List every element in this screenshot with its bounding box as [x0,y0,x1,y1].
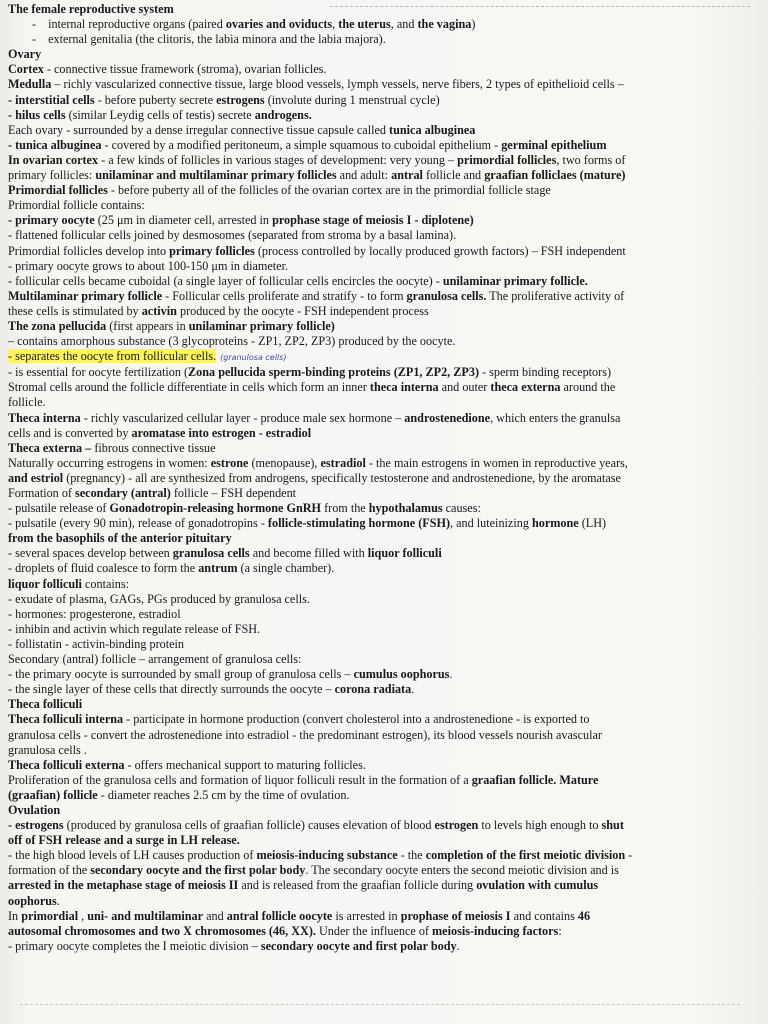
text-line [8,712,762,727]
bold-term: The female reproductive system [8,2,174,16]
highlighted-text [8,349,216,363]
text-run: – richly vascularized connective tissue, large blood vessels, lymph vessels, nerve fibers, 2 types of epithelioid cells – [51,77,624,92]
text-line [8,426,762,441]
text-run: – contains amorphous substance (3 glycoproteins - ZP1, ZP2, ZP3) produced by the oocyte. [8,334,456,349]
text-run: - several spaces develop between [8,546,173,561]
text-run: from the [321,501,369,516]
bold-term: follicle-stimulating hormone (FSH) [267,516,451,531]
text-run: and contains [510,908,578,923]
bold-term: granulosa cells [172,546,250,561]
bold-term: uni- and multilaminar [87,908,204,923]
bold-term: from the basophils of the anterior pituitary [8,531,232,546]
text-run: - droplets of fluid coalesce to form the [8,561,199,576]
text-run: Each ovary - surrounded by a dense irregular connective tissue capsule called [8,122,390,137]
text-run: ) [471,17,476,32]
text-line [8,546,762,561]
bold-term: germinal epithelium [501,137,607,152]
text-run: , [78,908,88,923]
text-run: Secondary (antral) follicle – arrangement of granulosa cells: [8,652,302,667]
text-run: - primary oocyte completes the I meiotic division – [8,938,261,953]
text-run: , which enters the granulsa [490,410,621,425]
text-run: . [56,893,60,908]
text-run: granulosa cells - convert the adrostenedione into estradiol - the predominant estrogen), its blood vessels nourish avascular [8,727,602,742]
text-run: follicle and [422,168,485,183]
text-line [8,924,762,939]
text-run: - connective tissue framework (stroma), ovarian follicles. [43,62,327,77]
text-run: these cells is stimulated by [8,303,142,318]
bold-term: unilaminar primary follicle. [442,273,588,288]
bold-term: theca interna [369,380,439,395]
text-run: . [456,938,460,953]
text-run: Under the influence of [315,923,433,938]
text-run: - before puberty all of the follicles of the ovarian cortex are in the primordial follicle stage [107,183,551,198]
text-run: and become filled with [249,546,368,561]
bold-term: off of FSH release and a surge in LH release. [8,833,240,848]
text-line [8,183,762,198]
text-line [8,17,762,32]
bold-term: Cortex [8,62,44,77]
bold-term: Zona pellucida sperm-binding proteins (ZP1, ZP2, ZP3) [188,365,480,380]
text-line [8,289,762,304]
bold-term: arrested in the metaphase stage of meiosis II [8,878,239,893]
text-run: (menopause), [248,455,321,470]
text-run: - [625,848,633,863]
text-line [8,259,762,274]
text-run: Primordial follicles develop into [8,243,170,258]
bold-term: primary follicles [169,243,255,258]
text-run: - before puberty secrete [94,92,217,107]
text-line [8,319,762,334]
text-run: - a few kinds of follicles in various stages of development: very young – [98,152,458,167]
text-run: , and [390,17,418,32]
text-line [8,939,762,954]
text-line [8,441,762,456]
bold-term: (graafian) follicle [8,787,98,802]
bold-term: estradiol [320,455,366,470]
bold-term: completion of the first meiotic division [425,848,626,863]
text-line [8,411,762,426]
text-line [8,456,762,471]
bold-term: antrum [198,561,238,576]
bold-term: 46 [577,908,591,923]
text-run: : [558,923,562,938]
text-line [8,561,762,576]
text-run: granulosa cells . [8,742,87,757]
bold-term: theca externa [490,380,561,395]
bullet-dash: - [32,32,37,47]
bold-term: antral follicle oocyte [226,908,333,923]
bold-term: liquor folliculi [8,576,82,591]
text-line [8,682,762,697]
text-line [8,622,762,637]
text-line [8,878,762,893]
text-line [8,803,762,818]
text-run: primary follicles: [8,168,96,183]
text-run: - sperm binding receptors) [479,365,612,380]
text-line [8,123,762,138]
text-run: Primordial follicle contains: [8,198,145,213]
text-run: Stromal cells around the follicle differentiate in cells which form an inner [8,380,370,395]
text-run: - pulsatile release of [8,501,110,516]
text-line [8,2,762,17]
text-run: is arrested in [332,908,401,923]
text-line [8,531,762,546]
text-line [8,77,762,92]
bold-term: androgens. [254,107,312,122]
bold-term: hormone [531,516,579,531]
bold-term: hypothalamus [368,501,443,516]
bold-term: Multilaminar primary follicle [8,288,163,303]
text-run: - diameter reaches 2.5 cm by the time of ovulation. [97,787,350,802]
text-run: (25 μm in diameter cell, arrested in [94,213,273,228]
text-line [8,486,762,501]
text-line [8,516,762,531]
text-line [8,93,762,108]
text-line [8,349,762,365]
bullet-dash: - [32,17,37,32]
bold-term: prophase of meiosis I [400,908,511,923]
text-run: - the single layer of these cells that directly surrounds the oocyte – [8,682,335,697]
bold-term: - hilus cells [8,107,66,122]
text-run: (pregnancy) - all are synthesized from androgens, specifically testosterone and androstenedione, by the aromatase [63,470,621,485]
text-line [8,32,762,47]
text-run: - covered by a modified peritoneum, a simple squamous to cuboidal epithelium - [101,137,502,152]
text-line [8,168,762,183]
text-line [8,833,762,848]
bold-term: Gonadotropin-releasing hormone GnRH [109,501,322,516]
text-line [8,365,762,380]
text-run: - the [397,848,426,863]
text-line [8,138,762,153]
bold-term: secondary oocyte and first polar body [260,938,457,953]
bold-term: primordial [21,908,79,923]
text-run: produced by the oocyte - FSH independent process [176,303,429,318]
bold-term: secondary (antral) [75,486,171,500]
bold-term: estrogens [216,92,265,107]
text-run: - flattened follicular cells joined by desmosomes (separated from stroma by a basal lamina). [8,228,457,243]
text-line [8,471,762,486]
text-run: In [8,908,22,923]
text-line [8,274,762,289]
handwritten-note: (granulosa cells) [220,353,287,363]
bold-term: secondary oocyte and the first polar body [90,863,306,878]
bold-term: cumulus oophorus [353,667,450,682]
bold-term: Theca externa – [8,440,92,455]
text-run: Naturally occurring estrogens in women: [8,455,211,470]
bold-term: liquor folliculi [367,546,442,561]
text-run: , and luteinizing [450,516,532,531]
text-run: (LH) [578,516,607,531]
bold-term: ovaries and oviducts [225,17,333,32]
text-run: - richly vascularized cellular layer - produce male sex hormone – [80,410,405,425]
text-run: - participate in hormone production (convert cholesterol into a androstenedione - is exported to [123,712,590,727]
text-run: (produced by granulosa cells of graafian follicle) causes elevation of blood [63,818,435,833]
bold-term: estrone [210,455,249,470]
text-run: and is released from the graafian follicle during [238,878,477,893]
text-run: - primary oocyte grows to about 100-150 μm in diameter. [8,258,289,273]
scan-artifact-top [330,6,750,8]
text-run: around the [560,380,616,395]
text-line [8,228,762,243]
text-line [8,577,762,592]
text-line [8,848,762,863]
text-line [8,395,762,410]
bold-term: the uterus [338,17,391,32]
text-run: fibrous connective tissue [91,440,216,455]
text-run: Proliferation of the granulosa cells and formation of liquor folliculi result in the formation of a [8,772,472,787]
text-run: (first appears in [106,318,189,333]
text-line [8,728,762,743]
bold-term: - primary oocyte [8,213,95,228]
text-run: external genitalia (the clitoris, the labia minora and the labia majora). [48,32,386,47]
text-run: internal reproductive organs (paired [48,17,226,32]
text-run: - offers mechanical support to maturing follicles. [124,757,366,772]
text-line [8,108,762,123]
text-run: . [411,682,415,697]
bold-term: the vagina [417,17,472,32]
bold-term: graafian folliclaes (mature) [484,168,626,183]
text-line [8,863,762,878]
text-line [8,501,762,516]
text-line [8,743,762,758]
bold-term: unilaminar and multilaminar primary follicles [95,168,337,183]
text-run: - exudate of plasma, GAGs, PGs produced by granulosa cells. [8,591,310,606]
text-line [8,304,762,319]
text-line [8,213,762,228]
scan-artifact-bottom [20,1004,740,1006]
bold-term: activin [141,303,177,318]
text-line [8,607,762,622]
text-run: - follicular cells became cuboidal (a single layer of follicular cells encircles the oocyte) - [8,273,443,288]
text-line [8,894,762,909]
bold-term: Medulla [8,77,52,92]
text-line [8,773,762,788]
bold-term: graafian follicle. Mature [471,772,599,787]
bold-term: The zona pellucida [8,318,107,333]
text-run: formation of the [8,863,91,878]
text-run: - the primary oocyte is surrounded by small group of granulosa cells – [8,667,354,682]
bold-term: shut [601,818,624,833]
text-run: - Follicular cells proliferate and stratify - to form [162,288,407,303]
bold-term: Theca folliculi externa [8,757,125,772]
bold-term: meiosis-inducing factors [432,923,559,938]
bold-term: tunica albuginea [389,122,476,137]
text-run: (similar Leydig cells of testis) secrete [65,107,255,122]
bold-term: - tunica albuginea [8,137,102,152]
bold-term: androstenedione [404,410,491,425]
text-line [8,244,762,259]
text-line [8,818,762,833]
text-line [8,667,762,682]
bold-term: prophase stage of meiosis I - diplotene) [272,213,474,228]
text-run: (a single chamber). [237,561,335,576]
bold-term: antral [391,168,423,183]
text-run: - inhibin and activin which regulate release of FSH. [8,621,261,636]
text-run: cells and is converted by [8,425,132,440]
text-line [8,652,762,667]
document-body [8,2,762,954]
bold-term: - estrogens [8,818,64,833]
text-run: - the main estrogens in women in reproductive years, [365,455,628,470]
bold-term: Theca folliculi [8,697,83,712]
bold-term: primordial follicles [457,152,557,167]
text-run: and outer [438,380,491,395]
bold-term: and estriol [8,470,64,485]
text-run: to levels high enough to [478,818,602,833]
text-run: - follistatin - activin-binding protein [8,636,185,651]
text-run: Formation of [8,486,76,500]
text-line [8,637,762,652]
text-line [8,334,762,349]
text-line [8,47,762,62]
text-run: follicle – FSH dependent [170,486,297,500]
text-line [8,758,762,773]
text-run: , two forms of [556,152,626,167]
bold-term: Ovulation [8,802,61,817]
text-run: and [203,908,227,923]
bold-term: oophorus [8,893,57,908]
text-run: The proliferative activity of [486,288,625,303]
text-run: follicle. [8,395,46,410]
text-run: - is essential for oocyte fertilization ( [8,365,189,380]
bold-term: meiosis-inducing substance [256,848,398,863]
text-line [8,62,762,77]
text-run: - pulsatile (every 90 min), release of gonadotropins - [8,516,268,531]
bold-term: estrogen [434,818,479,833]
text-run: - hormones: progesterone, estradiol [8,606,181,621]
bold-term: ovulation with cumulus [476,878,599,893]
bold-term: autosomal chromosomes and two X chromosomes (46, XX). [8,923,316,938]
text-line [8,198,762,213]
bold-term: In ovarian cortex [8,152,99,167]
bold-term: granulosa cells. [406,288,487,303]
text-run: causes: [442,501,481,516]
text-run: (process controlled by locally produced growth factors) – FSH independent [254,243,626,258]
text-line [8,380,762,395]
text-run: (involute during 1 menstrual cycle) [264,92,440,107]
bold-term: unilaminar primary follicle) [188,318,335,333]
text-run: - separates the oocyte from follicular cells. [8,349,217,364]
bold-term: Primordial follicles [8,183,108,198]
bold-term: Theca folliculi interna [8,712,124,727]
text-line [8,909,762,924]
text-run: , [332,17,339,32]
bold-term: aromatase into estrogen - estradiol [131,425,312,440]
text-line [8,592,762,607]
text-line [8,788,762,803]
bold-term: - interstitial cells [8,92,95,107]
text-run: . The secondary oocyte enters the second meiotic division and is [305,863,619,878]
bold-term: Ovary [8,47,42,62]
text-line [8,153,762,168]
text-run: and adult: [336,168,392,183]
text-run: . [449,667,453,682]
bold-term: Theca interna [8,410,81,425]
text-run: - the high blood levels of LH causes production of [8,848,257,863]
text-run: contains: [81,576,129,591]
text-line [8,697,762,712]
bold-term: corona radiata [334,682,412,697]
